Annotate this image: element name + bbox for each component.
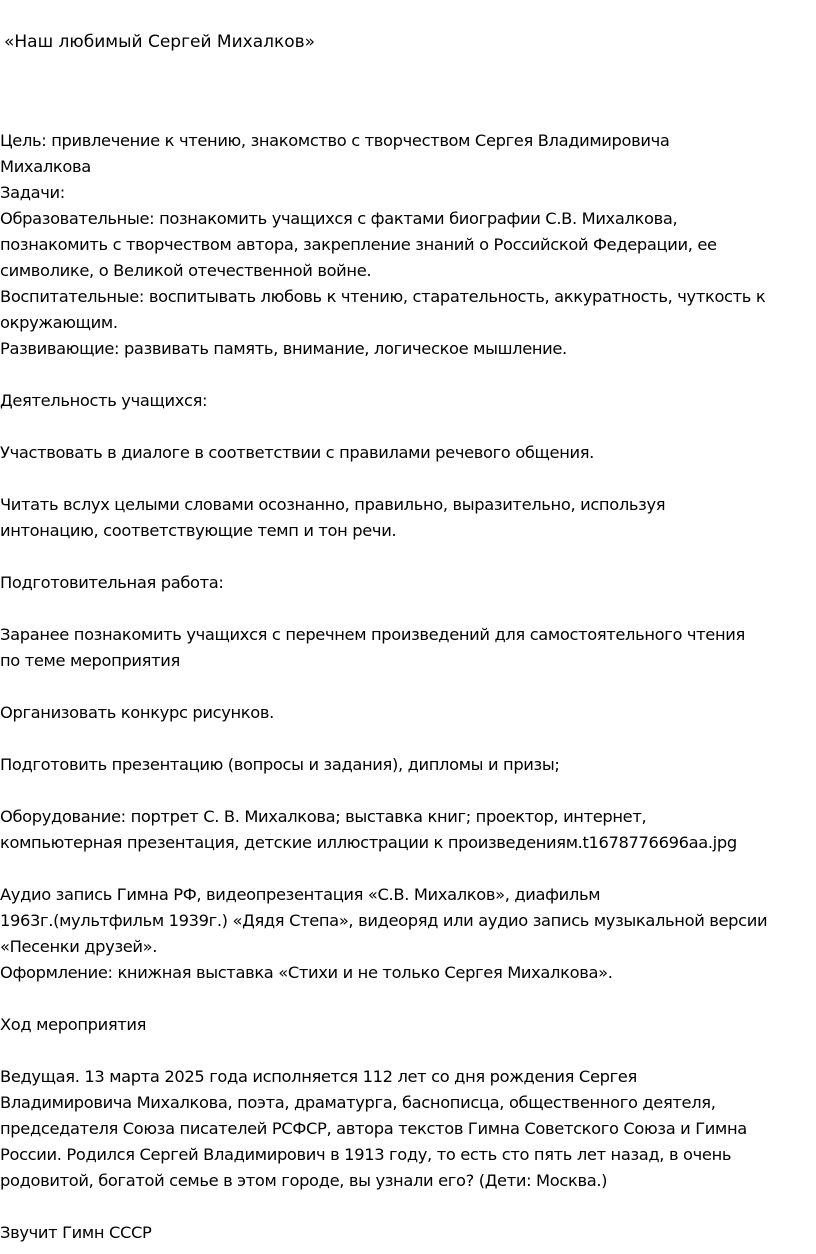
document-title: «Наш любимый Сергей Михалков» [4, 32, 316, 52]
goal-paragraph: Цель: привлечение к чтению, знакомство с творчеством Сергея Владимировича Михалкова [0, 131, 670, 176]
prep-heading: Подготовительная работа: [0, 573, 224, 592]
tasks-developing-paragraph: Развивающие: развивать память, внимание, логическое мышление. [0, 339, 567, 358]
host-speech-paragraph: Ведущая. 13 марта 2025 года исполняется 112 лет со дня рождения Сергея Владимировича Михалкова, поэта, драматурга, баснописца, общественного деятеля, председателя Союза писателей РСФСР, автора текстов Гимна Советского Союза и Гимна России. Родился Сергей Владимирович в 1913 году, то есть сто пять лет назад, в очень родовитой, богатой семье в этом городе, вы узнали его? (Дети: Москва.) [0, 1067, 747, 1190]
decoration-paragraph: Оформление: книжная выставка «Стихи и не только Сергея Михалкова». [0, 963, 613, 982]
spacer [0, 362, 814, 388]
spacer [0, 1194, 814, 1220]
equipment-paragraph: Оборудование: портрет С. В. Михалкова; выставка книг; проектор, интернет, компьютерная презентация, детские иллюстрации к произведениям.t1678776696aa.jpg [0, 807, 737, 852]
tasks-educational-paragraph: Образовательные: познакомить учащихся с фактами биографии С.В. Михалкова, познакомить с творчеством автора, закрепление знаний о Российской Федерации, ее символике, о Великой отечественной войне. [0, 209, 717, 280]
activity-heading: Деятельность учащихся: [0, 391, 208, 410]
spacer [0, 726, 814, 752]
spacer [0, 596, 814, 622]
prep-presentation-paragraph: Подготовить презентацию (вопросы и задания), дипломы и призы; [0, 755, 560, 774]
tasks-heading: Задачи: [0, 183, 65, 202]
tasks-upbringing-paragraph: Воспитательные: воспитывать любовь к чтению, старательность, аккуратность, чуткость к окружающим. [0, 287, 766, 332]
document-body [0, 128, 814, 1246]
spacer [0, 778, 814, 804]
spacer [0, 1038, 814, 1064]
spacer [0, 674, 814, 700]
spacer [0, 544, 814, 570]
prep-contest-paragraph: Организовать конкурс рисунков. [0, 703, 274, 722]
activity-dialogue-paragraph: Участвовать в диалоге в соответствии с правилами речевого общения. [0, 443, 594, 462]
spacer [0, 856, 814, 882]
anthem-paragraph: Звучит Гимн СССР [0, 1223, 152, 1242]
spacer [0, 466, 814, 492]
spacer [0, 414, 814, 440]
spacer [0, 986, 814, 1012]
activity-reading-paragraph: Читать вслух целыми словами осознанно, правильно, выразительно, используя интонацию, соответствующие темп и тон речи. [0, 495, 666, 540]
prep-familiarize-paragraph: Заранее познакомить учащихся с перечнем произведений для самостоятельного чтения по теме мероприятия [0, 625, 745, 670]
audio-paragraph: Аудио запись Гимна РФ, видеопрезентация «С.В. Михалков», диафильм 1963г.(мультфильм 1939г.) «Дядя Степа», видеоряд или аудио запись музыкальной версии «Песенки друзей». [0, 885, 768, 956]
course-heading: Ход мероприятия [0, 1015, 147, 1034]
